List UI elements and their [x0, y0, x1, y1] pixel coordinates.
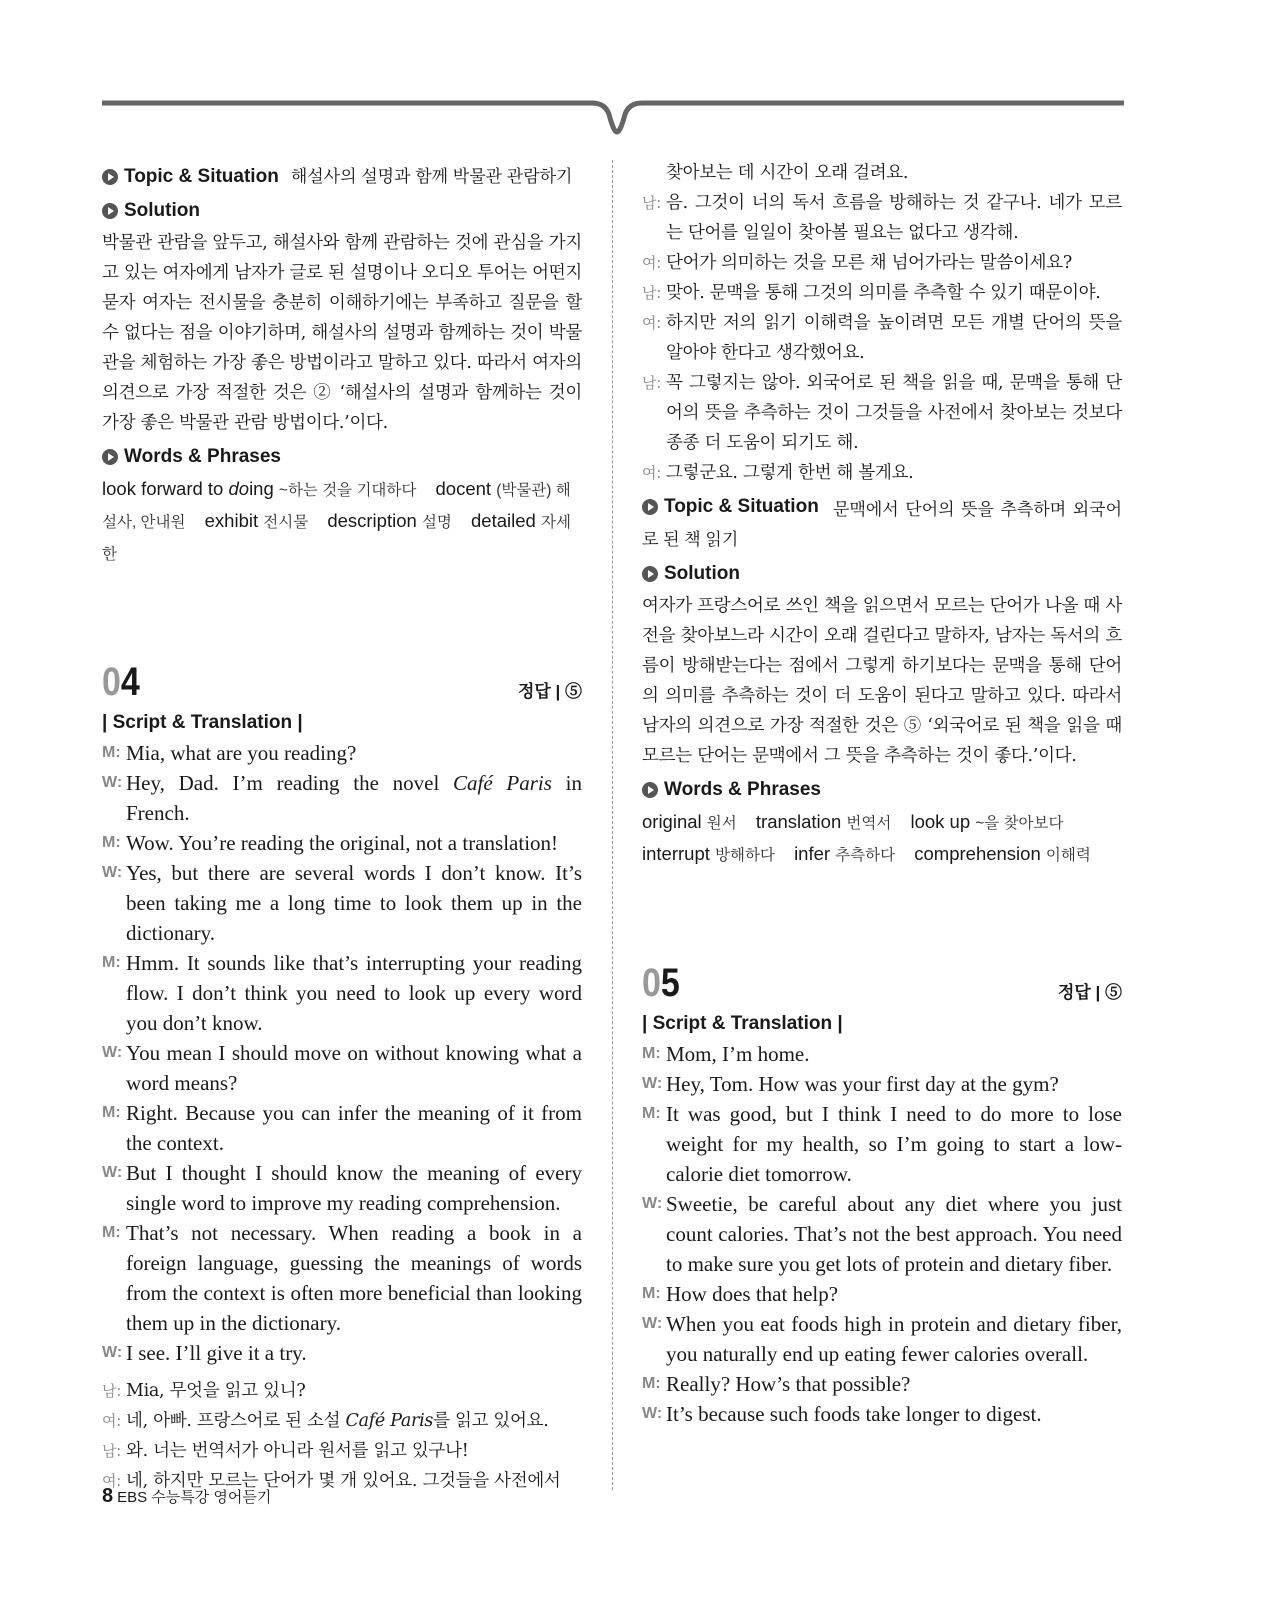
dialogue-line	[102, 1218, 582, 1338]
word-en: description	[327, 510, 417, 531]
dialogue-line	[642, 1309, 1122, 1369]
speaker-label: M:	[102, 954, 121, 971]
speaker-label: W:	[102, 1044, 123, 1061]
word-kr: 전시물	[263, 514, 309, 531]
line-text-part: Yes, but there are several words I don’t know. It’s been taking me a long time to look them up in the dictionary.	[126, 861, 582, 945]
dialogue-line	[102, 858, 582, 948]
line-text	[666, 158, 1122, 188]
word-kr: 이해력	[1045, 847, 1091, 864]
word-kr: 방해하다	[715, 847, 775, 864]
topic-text: 해설사의 설명과 함께 박물관 관람하기	[290, 167, 573, 186]
speaker-label: 남:	[102, 1382, 121, 1400]
dialogue-line	[102, 1406, 582, 1436]
line-text-part: You mean I should move on without knowing what a word means?	[126, 1041, 582, 1095]
question-header	[642, 963, 1122, 1003]
word-en: ing	[249, 478, 274, 499]
line-text-part: Mia, 무엇을 읽고 있니?	[126, 1381, 306, 1401]
words-list	[102, 474, 582, 570]
dialogue-line	[102, 1098, 582, 1158]
word-entry	[327, 510, 452, 531]
script	[642, 1039, 1122, 1429]
speaker-label: M:	[102, 1104, 121, 1121]
line-text	[126, 1338, 582, 1368]
line-text-part: 단어가 의미하는 것을 모른 채 넘어가라는 말씀이세요?	[666, 253, 1072, 273]
play-bullet-icon	[642, 782, 658, 798]
words-heading	[642, 775, 1122, 805]
line-text	[126, 1038, 582, 1098]
dialogue-line	[102, 768, 582, 828]
word-kr: 자세한	[102, 514, 571, 563]
line-text-part: Hmm. It sounds like that’s interrupting your reading flow. I don’t think you need to look up every word you don’t know.	[126, 951, 582, 1035]
dialogue-line	[642, 368, 1122, 458]
word-kr: 설명	[421, 514, 452, 531]
word-kr: 추측하다	[835, 847, 896, 864]
line-text-part: Mia, what are you reading?	[126, 741, 357, 765]
answer-label: 정답 | ⑤	[517, 682, 582, 701]
topic-text: 문맥에서 단어의 뜻을 추측하며 외국어로 된 책 읽기	[642, 500, 1122, 549]
line-text	[666, 308, 1122, 368]
speaker-label: 남:	[102, 1442, 121, 1460]
line-text	[126, 828, 582, 858]
column-divider	[612, 160, 613, 1490]
speaker-label: W:	[102, 1164, 123, 1181]
solution-heading	[102, 196, 582, 226]
speaker-label: M:	[102, 834, 121, 851]
line-text	[126, 948, 582, 1038]
speaker-label: W:	[642, 1075, 663, 1092]
speaker-label: 남:	[642, 374, 661, 392]
line-text	[666, 1399, 1122, 1429]
dialogue-line	[642, 1039, 1122, 1069]
word-kr: 원서	[706, 815, 737, 832]
dialogue-line	[102, 828, 582, 858]
word-entry	[910, 811, 1063, 832]
dialogue-line	[642, 158, 1122, 188]
line-text	[126, 1406, 582, 1436]
dialogue-line	[642, 1279, 1122, 1309]
question-header	[102, 662, 582, 702]
line-text	[666, 1309, 1122, 1369]
translation	[102, 1376, 582, 1496]
word-kr: 번역서	[846, 815, 892, 832]
script-label: | Script & Translation |	[642, 1013, 843, 1034]
dialogue-line	[642, 1369, 1122, 1399]
line-text	[126, 1376, 582, 1406]
word-en: infer	[794, 843, 831, 864]
script-label: | Script & Translation |	[102, 712, 303, 733]
speaker-label: W:	[102, 774, 123, 791]
line-text-part: 네, 아빠. 프랑스어로 된 소설	[126, 1411, 346, 1431]
word-kr: (박물관) 해설사, 안내원	[102, 482, 571, 531]
line-text-part: It was good, but I think I need to do more to lose weight for my health, so I’m going to start a low-calorie diet tomorrow.	[666, 1102, 1122, 1186]
word-en: exhibit	[204, 510, 259, 531]
line-text	[666, 1039, 1122, 1069]
word-en: interrupt	[642, 843, 710, 864]
word-entry	[642, 843, 775, 864]
play-bullet-icon	[642, 566, 658, 582]
top-rule	[102, 98, 1124, 138]
solution-label: Solution	[124, 200, 200, 221]
right-column	[642, 158, 1122, 1429]
line-text	[666, 188, 1122, 248]
line-text-part: Sweetie, be careful about any diet where you just count calories. That’s not the best approach. You need to make sure you get lots of protein and dietary fiber.	[666, 1192, 1122, 1276]
line-text-part: Really? How’s that possible?	[666, 1372, 911, 1396]
word-entry	[205, 510, 309, 531]
speaker-label	[642, 158, 666, 188]
line-text-part: 음. 그것이 너의 독서 흐름을 방해하는 것 같구나. 네가 모르는 단어를 일일이 찾아볼 필요는 없다고 생각해.	[666, 193, 1122, 243]
word-entry	[794, 843, 895, 864]
speaker-label: W:	[102, 864, 123, 881]
dialogue-line	[642, 458, 1122, 488]
line-text	[666, 1069, 1122, 1099]
word-kr: ~을 찾아보다	[975, 815, 1064, 832]
script	[102, 738, 582, 1368]
dialogue-line	[642, 308, 1122, 368]
book-title: EBS 수능특강 영어듣기	[117, 1489, 272, 1506]
speaker-label: W:	[102, 1344, 123, 1361]
dialogue-line	[102, 1158, 582, 1218]
line-text	[126, 768, 582, 828]
line-text-part: 와. 너는 번역서가 아니라 원서를 읽고 있구나!	[126, 1441, 469, 1461]
word-entry	[102, 478, 416, 499]
dialogue-line	[102, 1038, 582, 1098]
play-bullet-icon	[102, 449, 118, 465]
line-text	[666, 368, 1122, 458]
line-text	[126, 1158, 582, 1218]
speaker-label: M:	[642, 1285, 661, 1302]
solution-text: 여자가 프랑스어로 쓰인 책을 읽으면서 모르는 단어가 나올 때 사전을 찾아보느라 시간이 오래 걸린다고 말하자, 남자는 독서의 흐름이 방해받는다는 점에서 그렇게 하기보다는 문맥을 통해 단어의 의미를 추측하는 것이 더 도움이 된다고 말하고 있다. 따라서 남자의 의견으로 가장 적절한 것은 ⑤ ‘외국어로 된 책을 읽을 때 모르는 단어는 문맥에서 그 뜻을 추측하는 것이 좋다.’이다.	[642, 596, 1122, 766]
line-text-part: Hey, Tom. How was your first day at the gym?	[666, 1072, 1059, 1096]
word-entry	[642, 811, 737, 832]
question-number: 04	[102, 660, 140, 704]
line-text-part: It’s because such foods take longer to digest.	[666, 1402, 1042, 1426]
line-text-part: 찾아보는 데 시간이 오래 걸려요.	[666, 163, 909, 183]
speaker-label: M:	[642, 1375, 661, 1392]
speaker-label: 여:	[642, 464, 661, 482]
page-number: 8	[102, 1485, 114, 1507]
speaker-label: W:	[642, 1405, 663, 1422]
word-en: detailed	[471, 510, 536, 531]
line-text-part: Mom, I’m home.	[666, 1042, 810, 1066]
solution-heading	[642, 559, 1122, 589]
speaker-label: M:	[642, 1045, 661, 1062]
dialogue-line	[102, 1338, 582, 1368]
speaker-label: M:	[642, 1105, 661, 1122]
line-text-part: 그렇군요. 그렇게 한번 해 볼게요.	[666, 463, 914, 483]
word-en: look forward to	[102, 478, 229, 499]
line-text-part: 꼭 그렇지는 않아. 외국어로 된 책을 읽을 때, 문맥을 통해 단어의 뜻을 추측하는 것이 그것들을 사전에서 찾아보는 것보다 종종 더 도움이 되기도 해.	[666, 373, 1122, 453]
line-text-part: I see. I’ll give it a try.	[126, 1341, 307, 1365]
solution-label: Solution	[664, 563, 740, 584]
line-text-part: Hey, Dad. I’m reading the novel	[126, 771, 454, 795]
play-bullet-icon	[642, 499, 658, 515]
word-en: translation	[755, 811, 842, 832]
topic-heading	[102, 162, 582, 192]
speaker-label: W:	[642, 1315, 663, 1332]
line-text-part: Wow. You’re reading the original, not a translation!	[126, 831, 559, 855]
dialogue-line	[102, 1436, 582, 1466]
line-text-part: That’s not necessary. When reading a book in a foreign language, guessing the meanings of words from the context is often more beneficial than looking them up in the dictionary.	[126, 1221, 582, 1335]
speaker-label: W:	[642, 1195, 663, 1212]
line-text	[666, 1279, 1122, 1309]
word-entry	[756, 811, 891, 832]
line-text	[666, 1369, 1122, 1399]
line-text	[126, 858, 582, 948]
speaker-label: M:	[102, 1224, 121, 1241]
speaker-label: 여:	[102, 1472, 121, 1490]
dialogue-line	[102, 948, 582, 1038]
dialogue-line	[642, 1399, 1122, 1429]
line-text	[666, 1189, 1122, 1279]
dialogue-line	[102, 738, 582, 768]
speaker-label: M:	[102, 744, 121, 761]
line-text-part: Right. Because you can infer the meaning of it from the context.	[126, 1101, 582, 1155]
solution-text: 박물관 관람을 앞두고, 해설사와 함께 관람하는 것에 관심을 가지고 있는 여자에게 남자가 글로 된 설명이나 오디오 투어는 어떤지 묻자 여자는 전시물을 충분히 이해하기에는 부족하고 질문을 할 수 없다는 점을 이야기하며, 해설사의 설명과 함께하는 것이 박물관을 체험하는 가장 좋은 방법이라고 말하고 있다. 따라서 여자의 의견으로 가장 적절한 것은 ② ‘해설사의 설명과 함께하는 것이 가장 좋은 박물관 관람 방법이다.’이다.	[102, 233, 582, 433]
dialogue-line	[642, 1189, 1122, 1279]
dialogue-line	[102, 1376, 582, 1406]
line-text-part: When you eat foods high in protein and dietary fiber, you naturally end up eating fewer calories overall.	[666, 1312, 1122, 1366]
speaker-label: 남:	[642, 194, 661, 212]
line-text-part: 하지만 저의 읽기 이해력을 높이려면 모든 개별 단어의 뜻을 알아야 한다고 생각했어요.	[666, 313, 1122, 363]
words-list	[642, 807, 1122, 871]
dialogue-line	[642, 248, 1122, 278]
line-text-part: But I thought I should know the meaning of every single word to improve my reading comprehension.	[126, 1161, 582, 1215]
speaker-label: 여:	[102, 1412, 121, 1430]
word-en: docent	[435, 478, 492, 499]
line-text	[126, 738, 582, 768]
word-en: comprehension	[914, 843, 1041, 864]
page-footer	[102, 1485, 271, 1508]
word-en-italic: do	[228, 478, 250, 499]
dialogue-line	[642, 1069, 1122, 1099]
dialogue-line	[642, 278, 1122, 308]
line-text-part: in French.	[126, 771, 582, 825]
words-heading	[102, 442, 582, 472]
line-text	[126, 1098, 582, 1158]
question-number: 05	[642, 961, 680, 1005]
line-text	[666, 1099, 1122, 1189]
topic-heading	[642, 492, 1122, 555]
word-en: original	[642, 811, 702, 832]
dialogue-line	[642, 188, 1122, 248]
words-label: Words & Phrases	[664, 779, 821, 800]
word-kr: ~하는 것을 기대하다	[278, 482, 417, 499]
line-text-part: 를 읽고 있어요.	[433, 1411, 549, 1431]
word-entry	[914, 843, 1091, 864]
topic-label: Topic & Situation	[664, 496, 819, 517]
speaker-label: 남:	[642, 284, 661, 302]
line-text	[666, 248, 1122, 278]
left-column	[102, 158, 582, 1496]
line-text	[666, 278, 1122, 308]
speaker-label: 여:	[642, 254, 661, 272]
line-text	[666, 458, 1122, 488]
italic-title: Café Paris	[345, 1411, 434, 1431]
italic-title: Café Paris	[453, 771, 552, 795]
line-text-part: 맞아. 문맥을 통해 그것의 의미를 추측할 수 있기 때문이야.	[666, 283, 1101, 303]
words-label: Words & Phrases	[124, 446, 281, 467]
line-text	[126, 1218, 582, 1338]
line-text-part: 네, 하지만 모르는 단어가 몇 개 있어요. 그것들을 사전에서	[126, 1471, 561, 1491]
translation-continued	[642, 158, 1122, 488]
line-text-part: How does that help?	[666, 1282, 839, 1306]
topic-label: Topic & Situation	[124, 166, 279, 187]
line-text	[126, 1436, 582, 1466]
word-en: look up	[910, 811, 971, 832]
answer-label: 정답 | ⑤	[1057, 983, 1122, 1002]
play-bullet-icon	[102, 169, 118, 185]
play-bullet-icon	[102, 203, 118, 219]
dialogue-line	[642, 1099, 1122, 1189]
speaker-label: 여:	[642, 314, 661, 332]
